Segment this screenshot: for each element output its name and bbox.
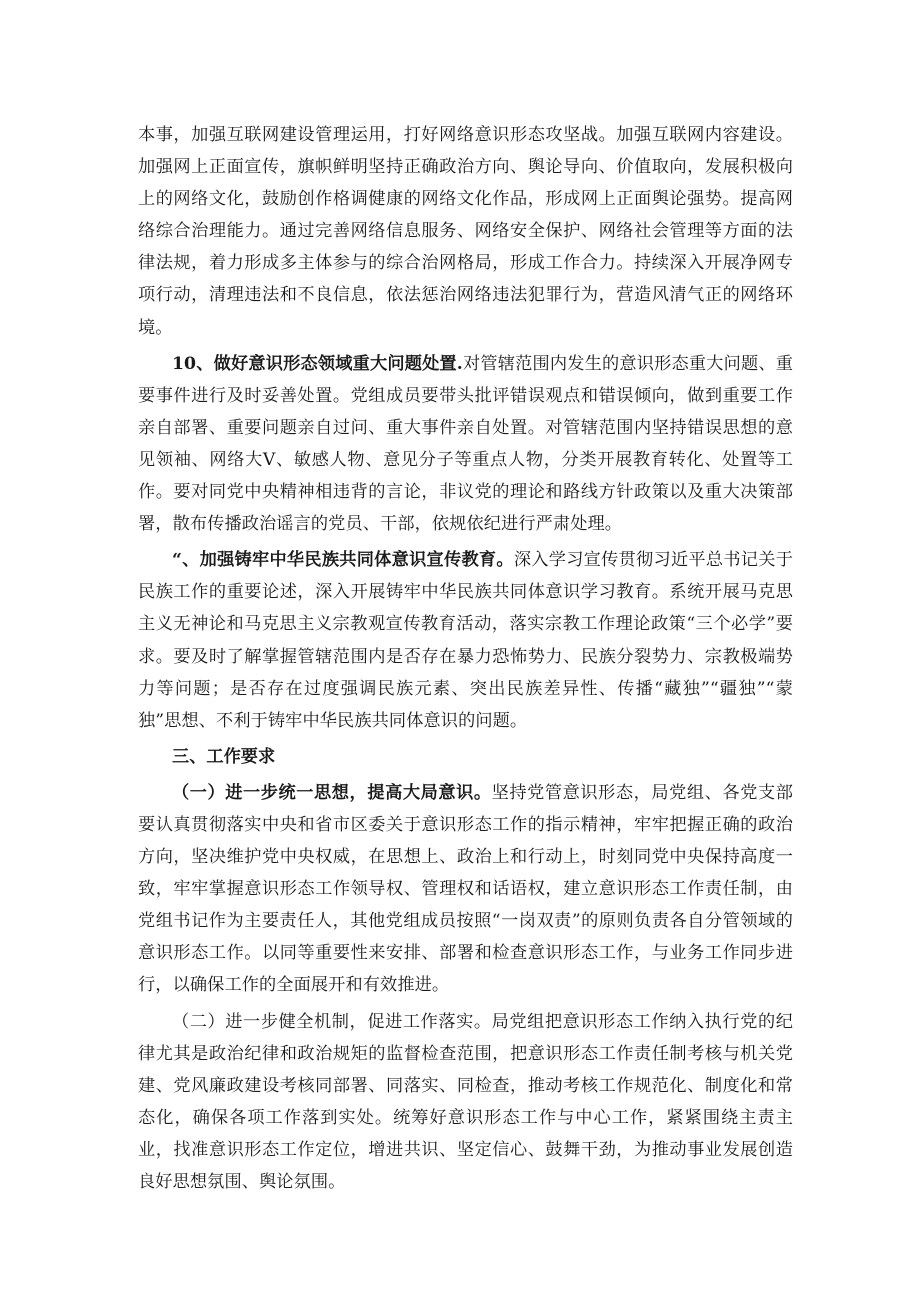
paragraph-text: 深入学习宣传贯彻习近平总书记关于民族工作的重要论述，深入开展铸牢中华民族共同体意识学习教育。系统开展马克思主义无神论和马克思主义宗教观宣传教育活动，落实宗教工作理论政策“三个必学”要求。要及时了解掌握管辖范围内是否存在暴力恐怖势力、民族分裂势力、宗教极端势力等问题；是否存在过度强调民族元素、突出民族差异性、传播“藏独”“疆独”“蒙独”思想、不利于铸牢中华民族共同体意识的问题。 [138,550,793,731]
paragraph-text: 坚持党管意识形态，局党组、各党支部要认真贯彻落实中央和省市区委关于意识形态工作的指示精神，牢牢把握正确的政治方向，坚决维护党中央权威，在思想上、政治上和行动上，时刻同党中央保持高度一致，牢牢掌握意识形态工作领导权、管理权和话语权，建立意识形态工作责任制，由党组书记作为主要责任人，其他党组成员按照“一岗双责”的原则负责各自分管领域的意识形态工作。以同等重要性来安排、部署和检查意识形态工作，与业务工作同步进行，以确保工作的全面展开和有效推进。 [138,782,793,996]
requirement-1-heading: （一）进一步统一思想，提高大局意识。 [172,782,492,803]
paragraph-requirement-1 [138,777,793,1002]
item-11-heading: “、加强铸牢中华民族共同体意识宣传教育。 [172,550,514,571]
paragraph-text: （二）进一步健全机制，促进工作落实。局党组把意识形态工作纳入执行党的纪律尤其是政治纪律和政治规矩的监督检查范围，把意识形态工作责任制考核与机关党建、党风廉政建设考核同部署、同落实、同检查，推动考核工作规范化、制度化和常态化，确保各项工作落到实处。统筹好意识形态工作与中心工作，紧紧围绕主责主业，找准意识形态工作定位，增进共识、坚定信心、鼓舞干劲，为推动事业发展创造良好思想氛围、舆论氛围。 [138,1011,793,1192]
paragraph-item-10 [138,348,793,541]
paragraph-item-11 [138,544,793,737]
paragraph-text: 本事，加强互联网建设管理运用，打好网络意识形态攻坚战。加强互联网内容建设。加强网上正面宣传，旗帜鲜明坚持正确政治方向、舆论导向、价值取向，发展积极向上的网络文化，鼓励创作格调健康的网络文化作品，形成网上正面舆论强势。提高网络综合治理能力。通过完善网络信息服务、网络安全保护、网络社会管理等方面的法律法规，着力形成多主体参与的综合治网格局，形成工作合力。持续深入开展净网专项行动，清理违法和不良信息，依法惩治网络违法犯罪行为，营造风清气正的网络环境。 [138,125,793,338]
paragraph-requirement-2 [138,1006,793,1199]
document-page [138,119,793,1198]
paragraph-internet-governance [138,119,793,344]
section-heading-work-requirements: 三、工作要求 [172,746,276,767]
item-10-heading: 10、做好意识形态领域重大问题处置. [172,353,463,374]
paragraph-text: 对管辖范围内发生的意识形态重大问题、重要事件进行及时妥善处置。党组成员要带头批评错误观点和错误倾向，做到重要工作亲自部署、重要问题亲自过问、重大事件亲自处置。对管辖范围内坚持错误思想的意见领袖、网络大V、敏感人物、意见分子等重点人物，分类开展教育转化、处置等工作。要对同党中央精神相违背的言论，非议党的理论和路线方针政策以及重大决策部署，散布传播政治谣言的党员、干部，依规依纪进行严肃处理。 [138,353,794,535]
